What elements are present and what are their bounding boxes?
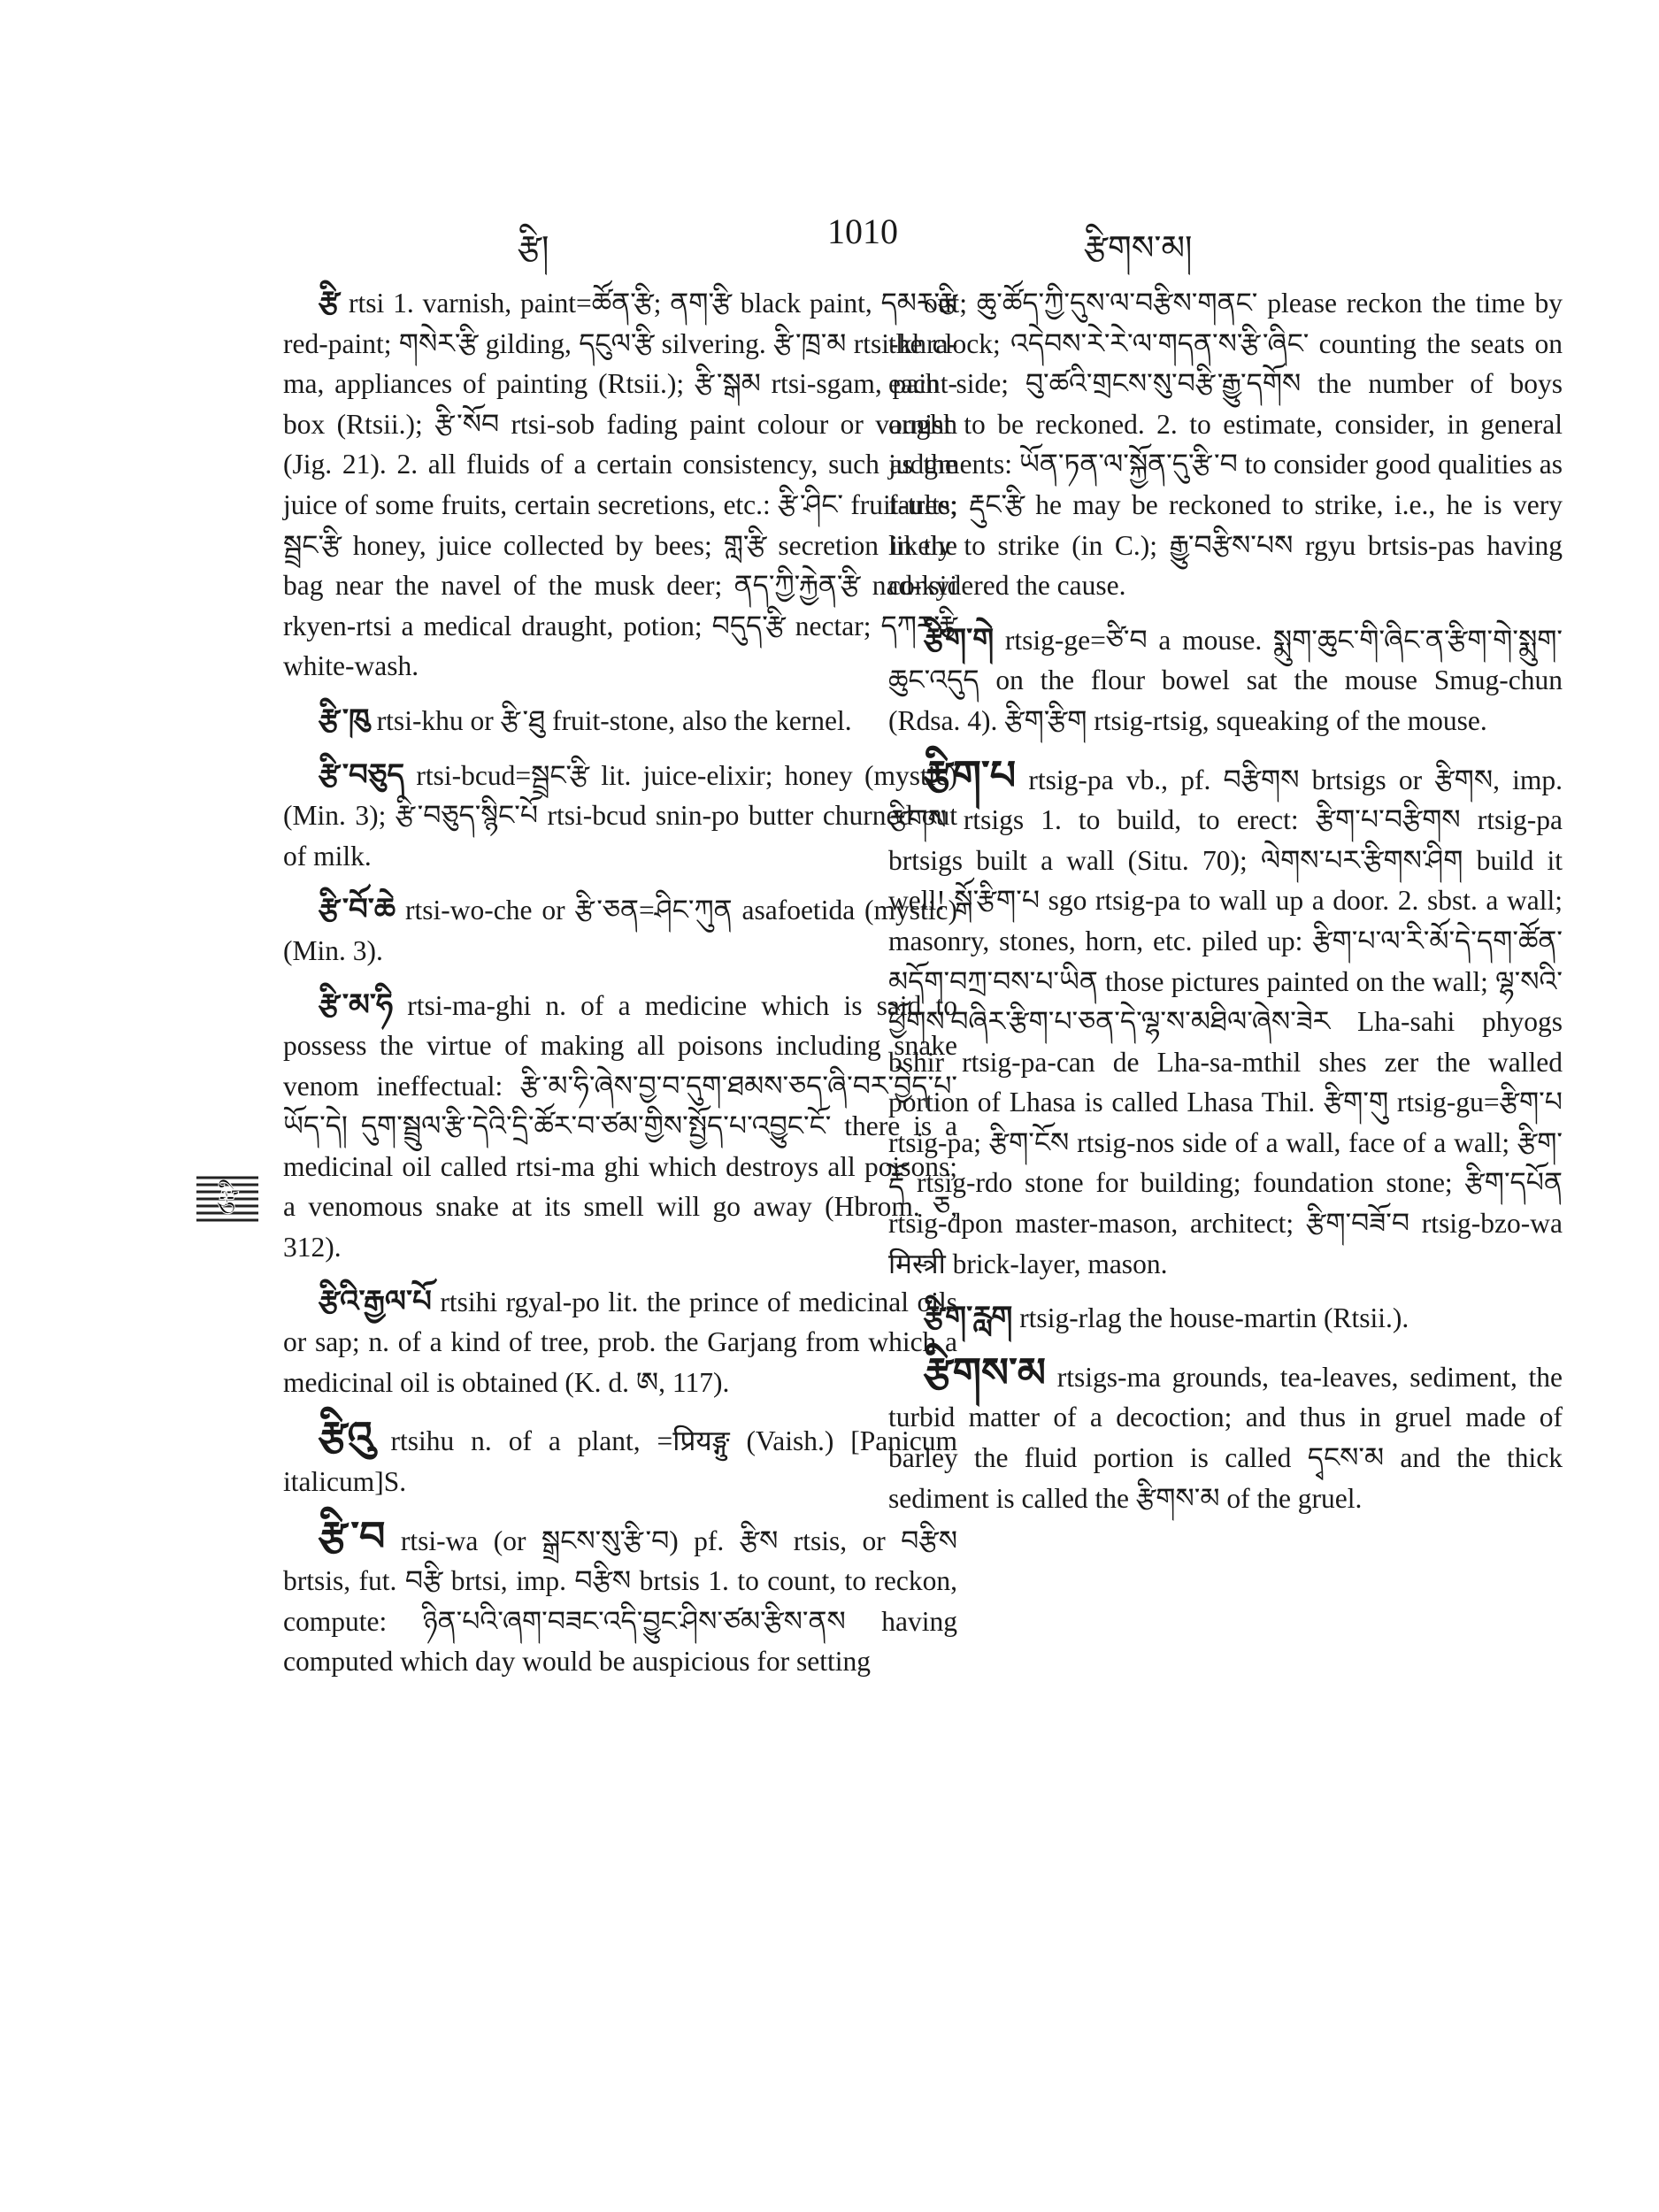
entry-text: rtsi-wa (or སྒྲངས་སུ་རྩི་བ) pf. རྩིས rtsis, or བརྩིས brtsis, fut. བརྩི brtsi, imp. བརྩིས brtsis 1. to count, to reckon, compute: ཉིན་པའི་ཞག་བཟང་འདི་བྱུང་ཤིས་ཙམ་རྩིས་ནས having computed which day would be auspicious for setting [283, 1525, 957, 1678]
entry-headword: རྩིའི་རྒྱལ་པོ [319, 1285, 432, 1318]
thumb-index-marker [196, 1172, 258, 1227]
running-head-right: རྩིགས་མ། [1084, 228, 1193, 267]
dictionary-entry [283, 1513, 957, 1682]
entry-text: rtsig-pa vb., pf. བརྩིགས brtsigs or རྩིགས, imp. རྩིགས rtsigs 1. to build, to erect: རྩིག་པ་བརྩིགས rtsig-pa brtsigs built a wall (Situ. 70); ལེགས་པར་རྩིགས་ཤིག build it well! སྒོ་རྩིག་པ sgo rtsig-pa to wall up a door. 2. sbst. a wall; masonry, stones, horn, etc. piled up: རྩིག་པ་ལ་རི་མོ་དེ་དག་ཚོན་མདོག་བཀྲ་བས་པ་ཡིན those pictures painted on the wall; ལྷ་སའི་ཕྱོགས་བཞིར་རྩིག་པ་ཅན་དེ་ལྷ་ས་མཐིལ་ཞེས་ཟེར Lha-sahi phyogs bshir rtsig-pa-can de Lha-sa-mthil shes zer the walled portion of Lhasa is called Lhasa Thil. རྩིག་གུ rtsig-gu=རྩིག་པ rtsig-pa; རྩིག་ངོས rtsig-nos side of a wall, face of a wall; རྩིག་རྡོ rtsig-rdo stone for building; foundation stone; རྩིག་དཔོན rtsig-dpon master-mason, architect; རྩིག་བཟོ་བ rtsig-bzo-wa मिस्त्री brick-layer, mason. [888, 764, 1563, 1279]
dictionary-entry [888, 752, 1563, 1285]
entry-text: rtsihi rgyal-po lit. the prince of medicinal oils or sap; n. of a kind of tree, prob. the Garjang from which a medicinal oil is obtained (K. d. ཨ, 117). [283, 1286, 957, 1398]
entry-headword: རྩི་མ་ཧི [319, 988, 394, 1022]
dictionary-entry [888, 620, 1563, 741]
entry-text: rtsihu n. of a plant, =प्रियङ्गु (Vaish.) [Panicum italicum]S. [283, 1425, 958, 1498]
dictionary-entry [283, 986, 957, 1268]
thumb-index-glyph: རྩི [216, 1184, 239, 1219]
entry-headword: རྩིག་གེ [924, 623, 995, 657]
entry-text: rtsi-ma-ghi n. of a medicine which is said to possess the virtue of making all poisons including snake venom ineffectual: རྩི་མ་ཧི་ཞེས་བྱ་བ་དུག་ཐམས་ཅད་ཞི་བར་བྱེད་པ་ཡོད་དེ། དུག་སྦྲུལ་རྩི་དེའི་དྲི་ཚོར་བ་ཙམ་གྱིས་སྤྱོད་པ་འབྱུང་ངོ་ there is a medicinal oil called rtsi-ma ghi which destroys all poisons; a venomous snake at its smell will go away (Hbrom. ཅ, 312). [283, 989, 957, 1263]
entry-headword: རྩི་བཅུད [319, 758, 405, 792]
dictionary-entry [888, 1298, 1563, 1339]
dictionary-entry [888, 283, 1563, 606]
entry-headword: རྩི་བོ་ཆེ [319, 894, 396, 927]
entry-text: rtsi-wo-che or རྩི་ཅན=ཤིང་ཀུན asafoetida (mystic) (Min. 3). [283, 895, 958, 966]
entry-headword: རྩི [319, 287, 341, 319]
entry-text: rtsig-ge=ཙི་བ a mouse. སྨུག་ཆུང་གི་ཞིང་ན་རྩིག་གེ་སྨུག་ཆུང་འདུད on the flour bowel sat the mouse Smug-chun (Rdsa. 4). རྩིག་རྩིག rtsig-rtsig, squeaking of the mouse. [888, 624, 1563, 736]
entry-text: rtsi 1. varnish, paint=ཚོན་རྩི; ནག་རྩི black paint, དམར་རྩི red-paint; གསེར་རྩི gilding, དངུལ་རྩི silvering. རྩི་ཁྲ་མ rtsi-khra-ma, appliances of painting (Rtsii.); རྩི་སྒམ rtsi-sgam, paint-box (Rtsii.); རྩི་སོབ rtsi-sob fading paint colour or varnish (Jig. 21). 2. all fluids of a certain consistency, such as the juice of some fruits, certain secretions, etc.: རྩི་ཤིང་ fruit-tree; སྦྲང་རྩི honey, juice collected by bees; གླ་རྩི secretion in the bag near the navel of the musk deer; ནད་ཀྱི་རྐྱེན་རྩི nad-kyi rkyen-rtsi a medical draught, potion; བདུད་རྩི nectar; དཀར་རྩི white-wash. [283, 288, 958, 682]
dictionary-entry [283, 756, 957, 877]
dictionary-entry [283, 283, 957, 687]
running-head-left: རྩི། [518, 228, 549, 267]
entry-headword: རྩིག་པ [924, 752, 1017, 798]
entry-text: rtsi-khu or རྩི་ཐུ fruit-stone, also the kernel. [376, 704, 852, 736]
entry-headword: རྩིགས་མ [924, 1349, 1047, 1395]
entry-text: rtsig-rlag the house-martin (Rtsii.). [1019, 1302, 1409, 1334]
entry-headword: རྩིག་རླག [924, 1302, 1013, 1335]
entry-headword: རྩི་ཁུ [319, 703, 370, 737]
entry-text: rtsigs-ma grounds, tea-leaves, sediment, the turbid matter of a decoction; and thus in gruel made of barley the fluid portion is called དྭངས་མ and the thick sediment is called the རྩིགས་མ of the gruel. [888, 1361, 1563, 1514]
dictionary-entry [888, 1349, 1563, 1518]
entry-headword: རྩི་བ [319, 1513, 386, 1559]
left-column [283, 283, 957, 1696]
right-column [888, 283, 1563, 1532]
entry-text: rtsi-bcud=སྦྲང་རྩི lit. juice-elixir; honey (mystic) (Min. 3); རྩི་བཅུད་སྙིང་པོ rtsi-bcud snin-po butter churned out of milk. [283, 759, 958, 872]
page-number: 1010 [827, 211, 898, 251]
dictionary-entry [283, 890, 957, 971]
dictionary-entry [283, 1414, 958, 1502]
entry-text: out; ཆུ་ཚོད་ཀྱི་དུས་ལ་བརྩིས་གནང་ please reckon the time by the clock; འདེབས་རེ་རེ་ལ་གདན་ས་རྩི་ཞིང་ counting the seats on each side; བུ་ཚའི་གྲངས་སུ་བརྩི་རྒྱུ་དགོས the number of boys ought to be reckoned. 2. to estimate, consider, in general judgments: ཡོན་ཏན་ལ་སྐྱོན་དུ་རྩི་བ to consider good qualities as faults; རྡུང་རྩི he may be reckoned to strike, i.e., he is very likely to strike (in C.); རྒྱུ་བརྩིས་པས rgyu brtsis-pas having considered the cause. [888, 288, 1563, 602]
entry-headword: རྩིའུ [319, 1414, 374, 1460]
dictionary-entry [283, 1282, 957, 1403]
dictionary-entry [283, 701, 957, 741]
